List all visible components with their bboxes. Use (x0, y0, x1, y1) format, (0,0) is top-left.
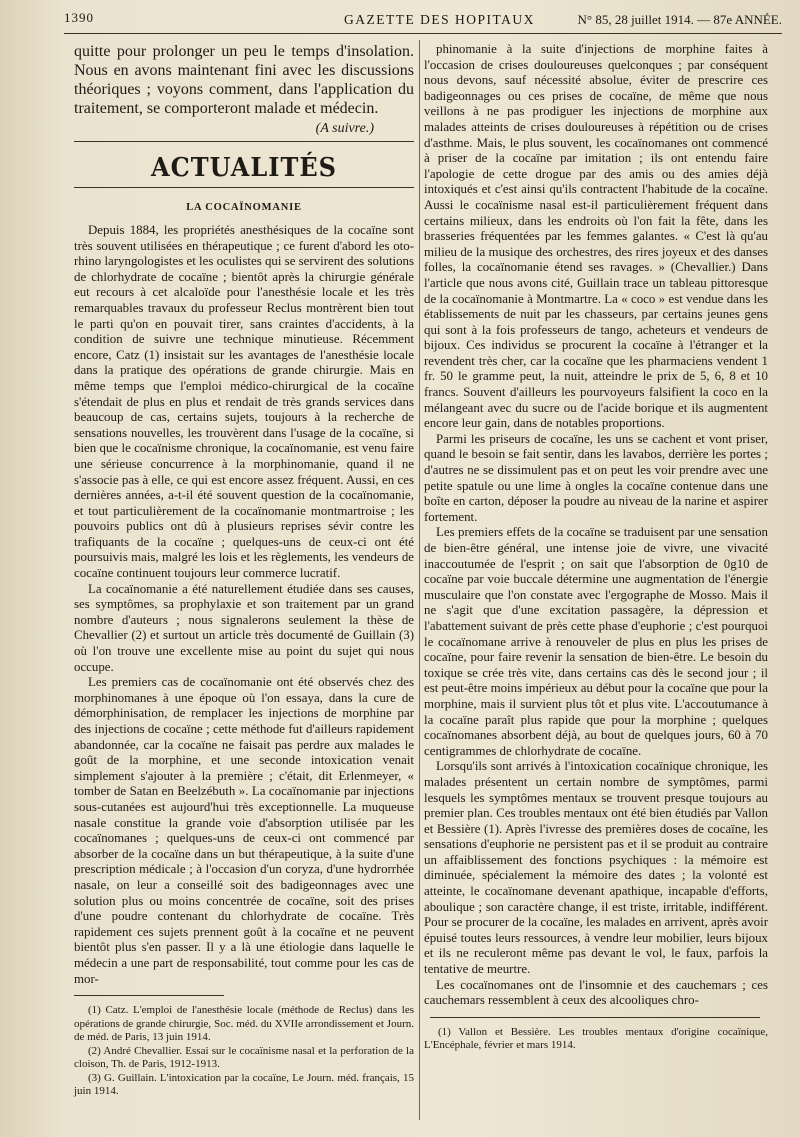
to-be-continued: (A suivre.) (315, 121, 374, 136)
section-rule (74, 141, 414, 142)
paragraph: Les cocaïnomanes ont de l'insomnie et des cauchemars ; ces cauchemars ressemblent à ceux des alcooliques chro- (424, 977, 768, 1008)
journal-title: GAZETTE DES HOPITAUX (344, 12, 535, 27)
paragraph: La cocaïnomanie a été naturellement étudiée dans ses causes, ses symptômes, sa prophylaxie et son traitement par un grand nombre d'auteurs ; nous signalerons seulement la thèse de Chevallier (2) et surtout un article très documenté de Guillain (3) où l'on trouve une excellente mise au point du sujet qui nous occupe. (74, 581, 414, 674)
footnote: (1) Vallon et Bessière. Les troubles mentaux d'origine cocaïnique, L'Encéphale, février et mars 1914. (424, 1025, 768, 1052)
running-header (64, 8, 782, 34)
footnote: (1) Catz. L'emploi de l'anesthésie locale (méthode de Reclus) dans les opérations de grande chirurgie, Soc. méd. du XVIIe arrondissement et Journ. de méd. de Paris, 13 juin 1914. (74, 1004, 414, 1044)
header-rule (64, 33, 782, 34)
column-divider (419, 40, 420, 1120)
paragraph: Les premiers cas de cocaïnomanie ont été observés chez des morphinomanes à une époque où l'on essaya, dans la cure de démorphinisation, de remplacer les injections de morphine par des injections de cocaïne ; cette méthode fut d'ailleurs rapidement abandonnée, car la cocaïne ne faisait pas perdre aux malades le goût de la morphine, et une seconde intoxication venait simplement s'ajouter à la première ; c'était, dit Erlenmeyer, « tomber de Satan en Beelzébuth ». La cocaïnomanie par injections sous-cutanées est aujourd'hui très exceptionnelle. La muqueuse nasale constitue la grande voie d'absorption utilisée par les cocaïnomanes ; quelques-uns de ceux-ci ont commencé par absorber de la cocaïne dans un but thérapeutique, à la suite d'une prescription médicale ; à l'occasion d'un coryza, d'une hydrorrhée nasale, on leur a conseillé soit des badigeonnages avec une solution plus ou moins concentrée de cocaïne, soit des prises d'une poudre contenant du chlorhydrate de cocaïne. Très rapidement ces sujets prennent goût à la cocaïne et ne peuvent bientôt plus s'en passer. Il y a là une étiologie dans laquelle le médecin a une part de responsabilité, tout comme pour les cas de mor- (74, 675, 414, 986)
footnotes (74, 995, 414, 1099)
left-column (74, 42, 414, 1099)
footnote: (3) G. Guillain. L'intoxication par la cocaïne, Le Journ. méd. français, 15 juin 1914. (74, 1071, 414, 1098)
paragraph: Depuis 1884, les propriétés anesthésiques de la cocaïne sont très souvent utilisées en thérapeutique ; ce furent d'abord les oto-rhino laryngologistes et les oculistes qui se servirent des solutions de chlorhydrate de cocaïne ; bientôt après la chirurgie générale eut recours à cet alcaloïde pour l'anesthésie locale et les très remarquables travaux du professeur Reclus montrèrent bien tout le parti qu'on en pouvait tirer, sans craintes d'accidents, à la condition de suivre une technique minutieuse. Récemment encore, Catz (1) insistait sur les avantages de l'anesthésie locale dans la pratique des opérations de grande chirurgie. Mais en même temps que l'emploi médico-chirurgical de la cocaïne s'étendait de plus en plus et rendait de très grands services dans beaucoup de cas, certains sujets, toujours à la recherche de sensations nouvelles, les trouvèrent dans l'usage de la cocaïne, si bien que le cocaïnisme chronique, la cocaïnomanie, est venu faire une sérieuse concurrence à la morphinomanie, quand il ne s'associe pas à elle, ce qui est encore assez fréquent. Aussi, en ces dernières années, a-t-il été souvent question de la cocaïnomanie, et tout particulièrement de la cocaïnomanie montmartroise ; les pouvoirs publics ont dû à plusieurs reprises sévir contre les trafiquants de la cocaïne ; quelques-uns de ceux-ci ont été poursuivis mais, malgré les lois et les règlements, les vendeurs de cocaïne continuent toujours leur commerce lucratif. (74, 223, 414, 581)
right-column (424, 42, 768, 1053)
footnote: (2) André Chevallier. Essai sur le cocaïnisme nasal et la perforation de la cloison, Th. de Paris, 1912-1913. (74, 1044, 414, 1071)
section-rule (74, 187, 414, 188)
paragraph: phinomanie à la suite d'injections de morphine faites à l'occasion de crises douloureuses quelconques ; par conséquent nous devons, sauf nécessité absolue, éviter de prescrire ces badigeonnages ou ces prises de cocaïne, de même que nous veillons à ne pas prodiguer les injections de morphine aux malades atteints de crises douloureuses à répétition ou de crises d'asthme. Mais, le plus souvent, les cocaïnomanes ont commencé à priser de la cocaïne par imitation ; ils ont entendu faire l'apologie de cette drogue par des amis ou des amies déjà intoxiqués et c'est ainsi qu'ils contractent l'habitude de la cocaïne. Aussi le cocaïnisme nasal est-il particulièrement fréquent dans certains milieux, dans les endroits où l'on fait la fête, dans les brasseries fréquentées par les femmes galantes. « C'est là qu'au milieu de la musique des orchestres, des rires joyeux et des danses folles, la cocaïnomanie étend ses ravages. » (Chevallier.) Dans l'article que nous avons cité, Guillain trace un tableau pittoresque de la cocaïnomanie à Montmartre. La « coco » est vendue dans les établissements de nuit par les chasseurs, par certains jeunes gens qui sont à la fois professeurs de tango, acheteurs et vendeurs de bijoux. Ces individus se procurent la cocaïne à l'étranger et la revendent très cher, car la cocaïne que les pharmaciens vendent 1 fr. 50 le gramme peut, la nuit, atteindre le prix de 5, 6, 8 et 10 francs. Souvent d'ailleurs les pourvoyeurs falsifient la coco en la mélangeant avec du sucre ou de l'acide borique et ils augmentent encore leur gain, dans de notables proportions. (424, 42, 768, 431)
footnote-rule (74, 995, 224, 996)
issue-info: N° 85, 28 juillet 1914. — 87e ANNÉE. (577, 12, 782, 27)
section-title: ACTUALITÉS (151, 150, 337, 183)
paragraph: Les premiers effets de la cocaïne se traduisent par une sensation de bien-être général, une intense joie de vivre, une vivacité inaccoutumée de l'esprit ; on sait que l'absorption de 0g10 de cocaïne par voie buccale détermine une augmentation de l'énergie musculaire que l'on constate avec l'ergographe de Mosso. Mais il ne s'agit que d'une excitation passagère, la dépression et l'abattement suivant de près cette phase d'euphorie ; c'est pourquoi le cocaïnomane arrive à renouveler de plus en plus les prises de cocaïne, pour faire revenir la sensation de bien-être. Le besoin du toxique se crée très vite, dans certains cas dès le second jour ; il est peut-être moins impérieux au début pour la cocaïne que pour la morphine, mais il survient plus tôt et plus vite. L'accoutumance à la cocaïne paraît plus rapide que pour la morphine ; quelques cocaïnomanes absorbent déjà, au bout de quelques jours, 60 à 70 centigrammes de chlorhydrate de cocaïne. (424, 525, 768, 758)
article-title: LA COCAÏNOMANIE (186, 202, 302, 213)
page-number: 1390 (64, 10, 94, 25)
footnotes (424, 1017, 768, 1053)
paragraph: Parmi les priseurs de cocaïne, les uns se cachent et vont priser, quand le besoin se fait sentir, dans les lavabos, derrière les portes ; d'autres ne se dissimulent pas et on peut les voir prendre avec une petite spatule ou une lime à ongles la cocaïne contenue dans une boîte en carton, déposer la poudre au niveau de la narine et aspirer fortement. (424, 431, 768, 524)
paragraph: Lorsqu'ils sont arrivés à l'intoxication cocaïnique chronique, les malades présentent un certain nombre de symptômes, parmi lesquels les symptômes mentaux se trouvent presque toujours au premier plan. Ces troubles mentaux ont été bien étudiés par Vallon et Bessière (1). Après l'ivresse des premières doses de cocaïne, les sensations d'euphorie ne persistent pas et il se produit au contraire un affaiblissement des fonctions psychiques : la mémoire est diminuée, spécialement la mémoire des dates ; la volonté est atteinte, le cocaïnomane devenant apathique, incapable d'efforts, aboulique ; son caractère change, il est triste, irritable, indifférent. Pour se procurer de la cocaïne, les malades en arrivent, après avoir épuisé toutes leurs ressources, à vendre leur mobilier, leurs bijoux et ils ne reculeront même pas devant le vol, le faux, parfois la tentative de meurtre. (424, 759, 768, 977)
footnote-rule (430, 1017, 760, 1018)
continued-text: quitte pour prolonger un peu le temps d'insolation. Nous en avons maintenant fini avec les discussions théoriques ; voyons comment, dans l'application du traitement, se comporteront malade et médecin. (74, 43, 414, 117)
